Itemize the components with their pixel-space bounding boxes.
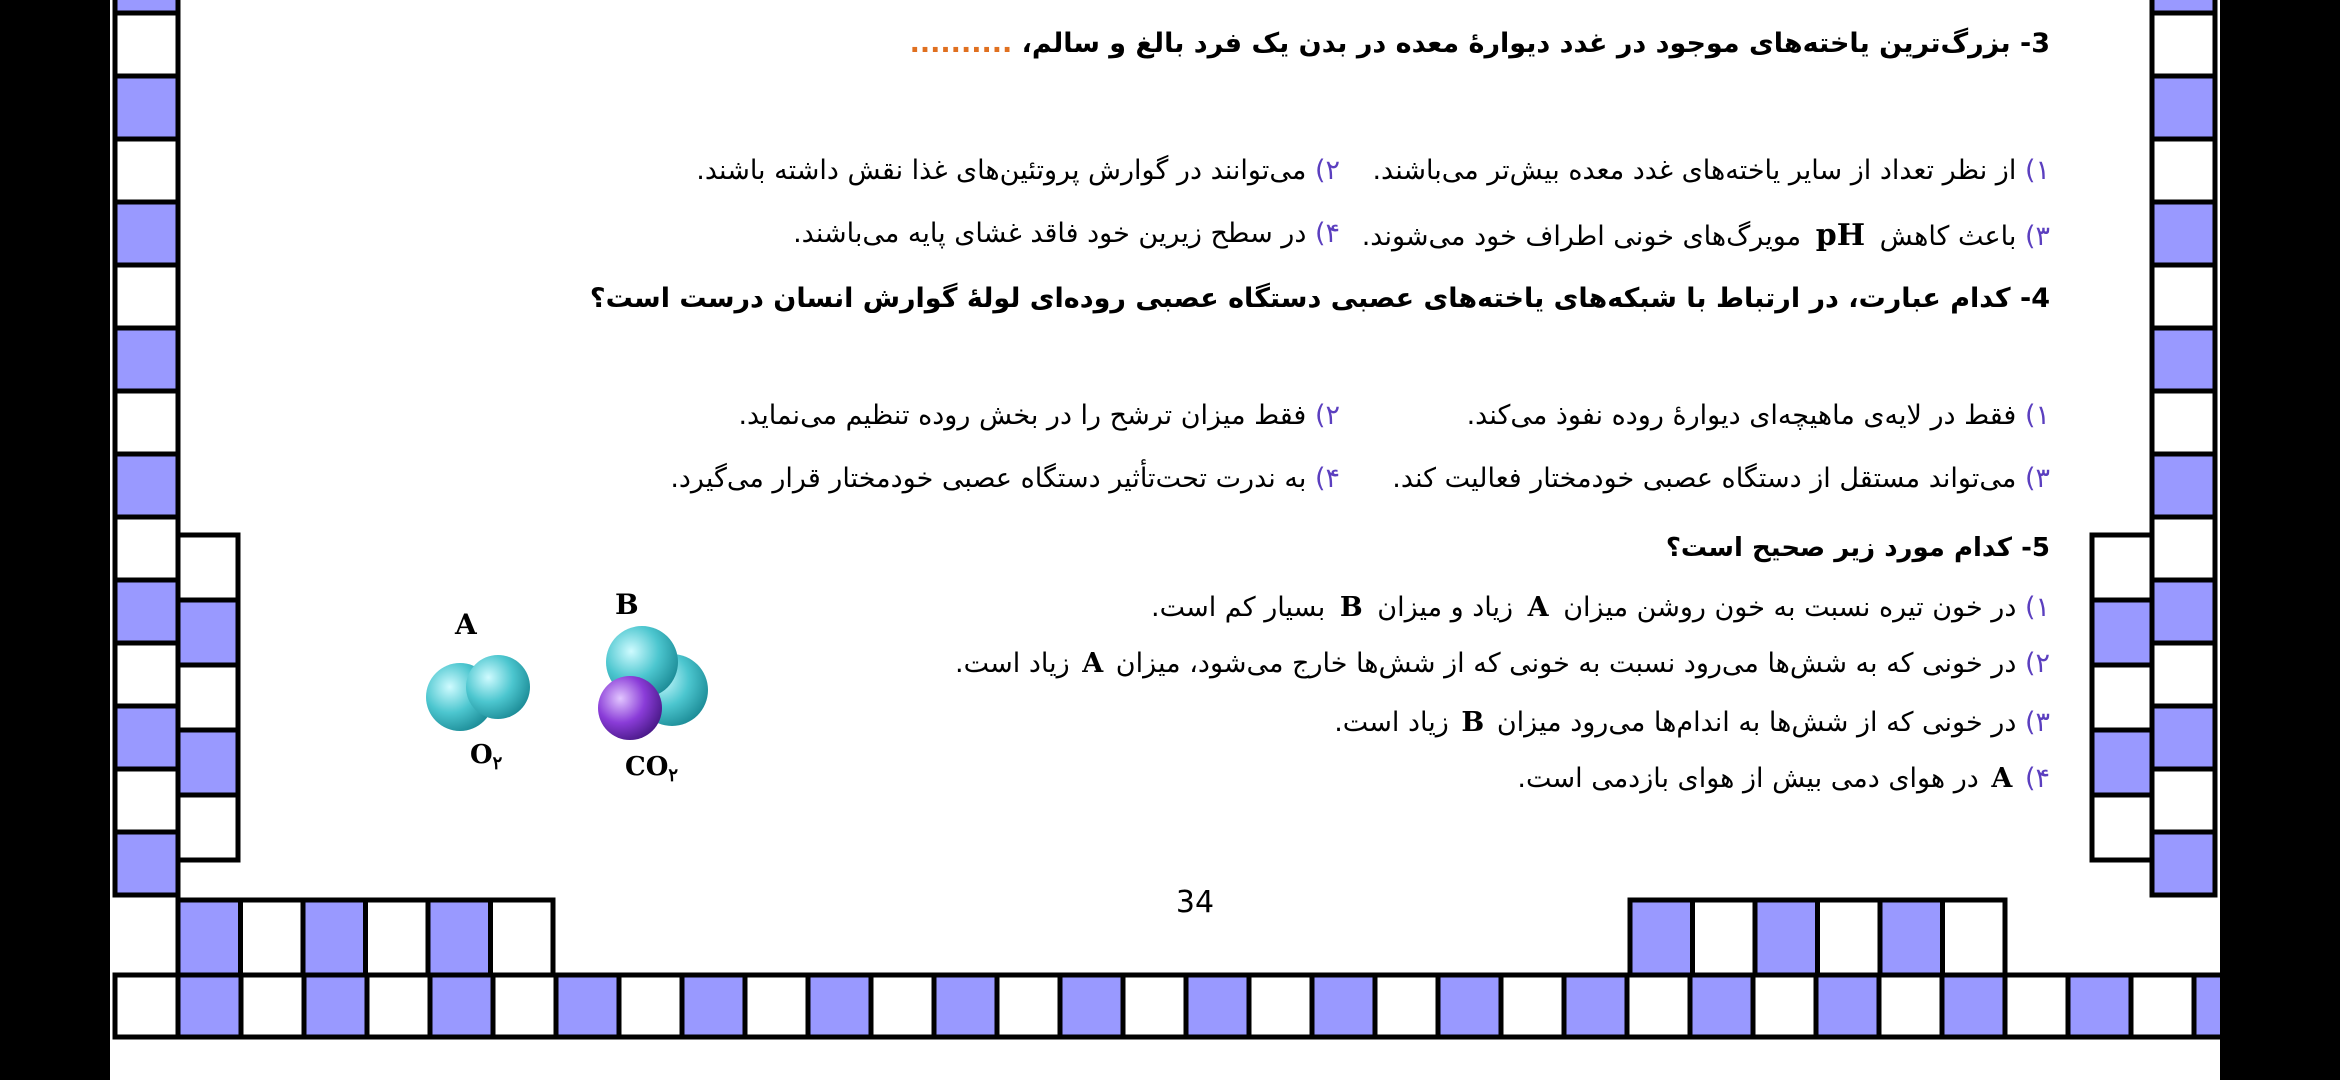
option-text: می‌توانند در گوارش پروتئین‌های غذا نقش داشته باشند. [696,155,1307,186]
option-text: در خونی که از شش‌ها به اندام‌ها می‌رود میزان [1496,707,2017,738]
symbol-b: B [1339,592,1363,623]
option-text: در هوای دمی بیش از هوای بازدمی است. [1517,763,1979,794]
option-number: ۳) [2024,463,2050,494]
option-text: زیاد است. [955,648,1070,679]
question-5-option-3 [1334,707,2050,738]
option-text: از نظر تعداد از سایر یاخته‌های غدد معده بیش‌تر می‌باشند. [1372,155,2017,186]
option-number: ۱) [2024,592,2050,623]
co2-formula-main: CO [625,752,669,782]
symbol-a: A [1527,592,1549,623]
symbol-a: A [1082,648,1104,679]
option-text: در خونی که به شش‌ها می‌رود نسبت به خونی که از شش‌ها خارج می‌شود، میزان [1115,648,2017,679]
symbol-a: A [1991,763,2013,794]
co2-formula [625,752,678,786]
question-4-option-2 [738,400,1340,431]
question-3-option-3 [1362,218,2050,253]
molecule-label-b: B [615,588,639,621]
option-number: ۱) [2024,155,2050,186]
question-3-option-4 [793,218,1340,249]
document-page [110,0,2220,1080]
question-3-text: 3- بزرگ‌ترین یاخته‌های موجود در غدد دیوارهٔ معده در بدن یک فرد بالغ و سالم، [1021,28,2050,59]
option-number: ۱) [2024,400,2050,431]
option-number: ۳) [2024,707,2050,738]
option-text: زیاد و میزان [1377,592,1514,623]
question-4-option-4 [670,463,1340,494]
question-5-option-2 [955,648,2050,679]
co2-formula-subscript: ۲ [668,765,679,787]
page-number: 34 [1175,885,1215,920]
option-text: مویرگ‌های خونی اطراف خود می‌شوند. [1361,221,1802,252]
option-number: ۳) [2024,221,2050,252]
answer-blank-dots: .......... [909,28,1013,59]
option-text: فقط میزان ترشح را در بخش روده تنظیم می‌نماید. [738,400,1307,431]
option-text: باعث کاهش [1879,221,2017,252]
symbol-b: B [1461,707,1485,738]
option-number: ۲) [2024,648,2050,679]
question-3-option-2 [696,155,1340,186]
option-number: ۲) [1314,155,1340,186]
question-3-option-1 [1372,155,2050,186]
o2-formula [470,740,502,774]
option-text: بسیار کم است. [1150,592,1326,623]
o2-molecule-icon [420,645,540,740]
question-5-title [1666,533,2050,563]
option-text: در سطح زیرین خود فاقد غشای پایه می‌باشند. [793,218,1307,249]
question-5-option-1 [1151,592,2050,623]
option-text: فقط در لایه‌ی ماهیچه‌ای دیوارهٔ روده نفوذ می‌کند. [1466,400,2017,431]
co2-molecule-icon [580,622,720,752]
option-text: زیاد است. [1334,707,1449,738]
question-4-option-3 [1392,463,2050,494]
o2-formula-main: O [470,740,493,770]
question-5-text: 5- کدام مورد زیر صحیح است؟ [1665,533,2050,563]
option-number: ۴) [1314,218,1340,249]
ph-symbol: pH [1815,218,1866,253]
question-4-title [590,283,2050,314]
option-number: ۴) [1314,463,1340,494]
question-3-title [910,28,2050,59]
question-5-option-4 [1517,763,2050,794]
option-text: در خون تیره نسبت به خون روشن میزان [1563,592,2017,623]
molecule-label-a: A [455,608,477,641]
question-4-option-1 [1467,400,2050,431]
o2-formula-subscript: ۲ [492,753,503,775]
option-text: به ندرت تحت‌تأثیر دستگاه عصبی خودمختار قرار می‌گیرد. [670,463,1307,494]
option-number: ۴) [2024,763,2050,794]
option-text: می‌تواند مستقل از دستگاه عصبی خودمختار فعالیت کند. [1392,463,2017,494]
option-number: ۲) [1314,400,1340,431]
question-4-text: 4- کدام عبارت، در ارتباط با شبکه‌های یاخته‌های عصبی دستگاه عصبی روده‌ای لولهٔ گوارش انسان درست است؟ [589,283,2050,314]
